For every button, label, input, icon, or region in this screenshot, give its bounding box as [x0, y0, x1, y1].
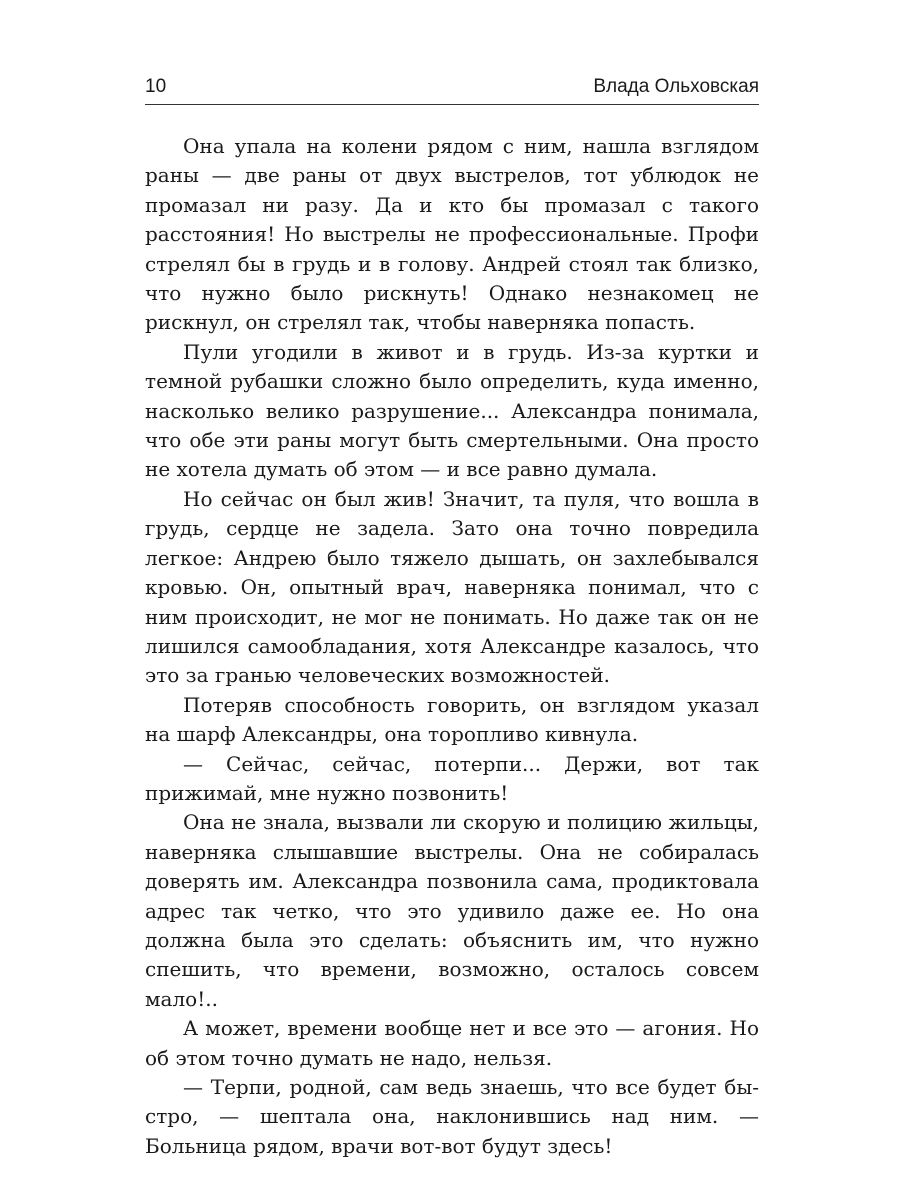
- header-rule: [145, 104, 759, 105]
- running-title: Влада Ольховская: [593, 76, 759, 97]
- paragraph: — Сейчас, сейчас, потерпи... Держи, вот так прижимай, мне нужно позвонить!: [145, 751, 759, 805]
- page-number: 10: [145, 76, 167, 97]
- paragraph: Но сейчас он был жив! Значит, та пуля, что вошла в грудь, сердце не задела. Зато она точно повредила легкое: Андрею было тяжело дышать, он захлебывался кровью. Он, опытный врач, наверняка понимал, что с ним происходит, не мог не понимать. Но даже так он не лишился самообладания, хотя Александре казалось, что это за гранью человеческих возможностей.: [145, 486, 759, 688]
- body-text: [145, 132, 759, 1161]
- paragraph: Она не знала, вызвали ли скорую и полицию жильцы, наверняка слышавшие выстрелы. Она не собиралась доверять им. Александра позвонила сама, продиктовала адрес так четко, что это удивило даже ее. Но она должна была это сделать: объяснить им, что нужно спешить, что времени, возможно, осталось совсем мало!..: [145, 810, 759, 1011]
- paragraph: Потеряв способность говорить, он взглядом указал на шарф Александры, она торопливо кивнула.: [145, 692, 759, 747]
- paragraph: Она упала на колени рядом с ним, нашла взглядом раны — две раны от двух выстрелов, тот ублюдок не промазал ни разу. Да и кто бы промазал с такого расстояния! Но выстрелы не профессиональные. Профи стрелял бы в грудь и в голову. Андрей стоял так близко, что нужно было рискнуть! Однако незнакомец не рискнул, он стрелял так, чтобы наверняка попасть.: [145, 134, 759, 335]
- paragraph: А может, времени вообще нет и все это — агония. Но об этом точно думать не надо, нельзя.: [145, 1016, 759, 1070]
- running-head: [145, 74, 759, 104]
- paragraph: Пули угодили в живот и в грудь. Из-за куртки и темной рубашки сложно было определить, куда именно, насколько велико разрушение... Александра понимала, что обе эти раны могут быть смертельными. Она просто не хотела думать об этом — и все равно думала.: [145, 339, 759, 482]
- paragraph: — Терпи, родной, сам ведь знаешь, что все будет быстро, — шептала она, наклонившись над ним. — Больница рядом, врачи вот-вот будут здесь!: [145, 1075, 759, 1158]
